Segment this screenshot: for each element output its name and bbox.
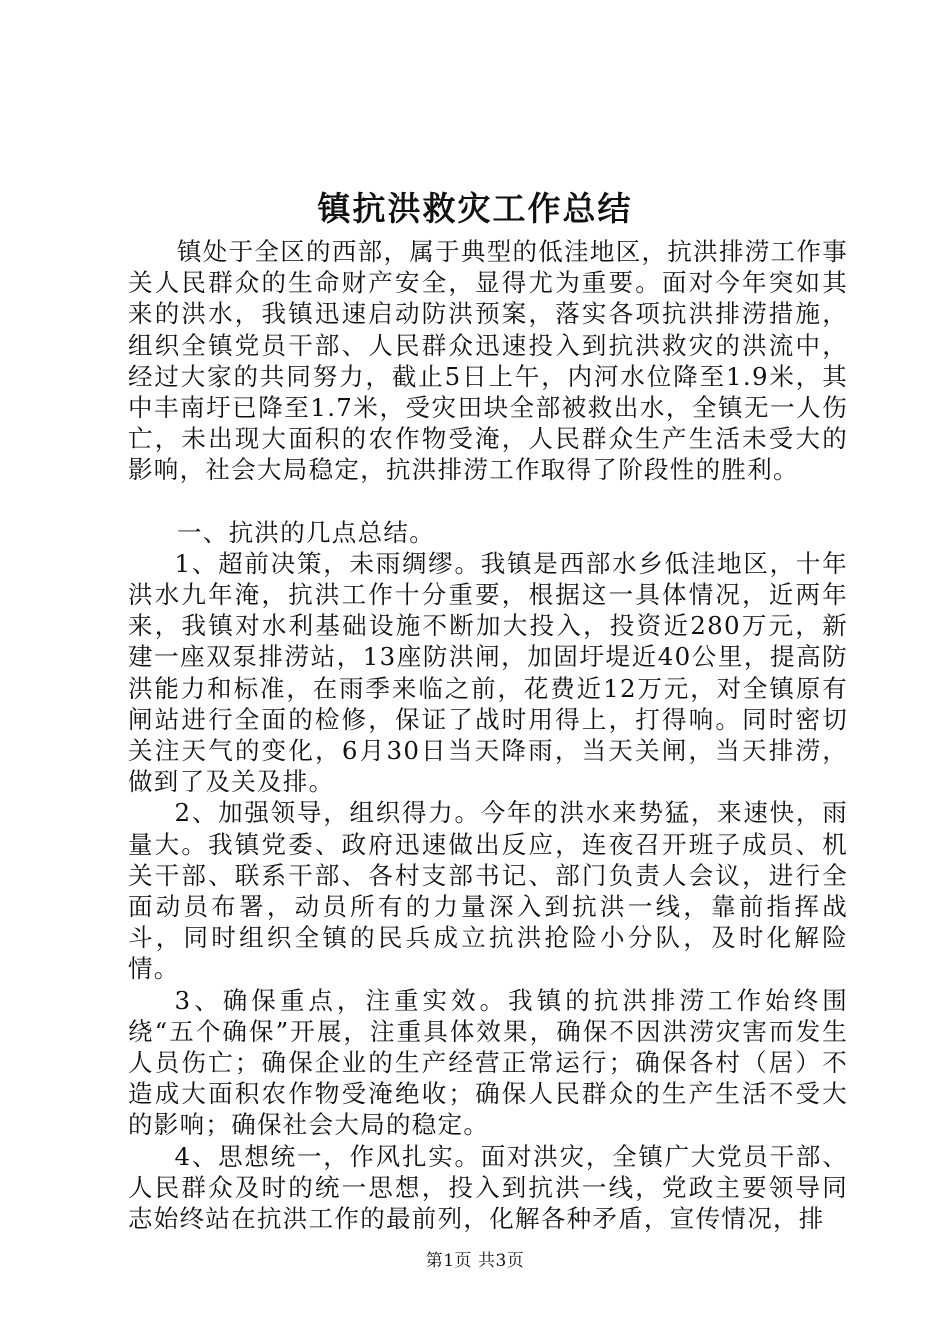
paragraph-point-1: 1、超前决策，未雨绸缪。我镇是西部水乡低洼地区，十年洪水九年淹，抗洪工作十分重要，根据这一具体情况，近两年来，我镇对水利基础设施不断加大投入，投资近280万元，新建一座双泵排涝站，13座防洪闸，加固圩堤近40公里，提高防洪能力和标准，在雨季来临之前，花费近12万元，对全镇原有闸站进行全面的检修，保证了战时用得上，打得响。同时密切关注天气的变化，6月30日当天降雨，当天关闸，当天排涝，做到了及关及排。 xyxy=(128,548,848,797)
paragraph-intro: 镇处于全区的西部，属于典型的低洼地区，抗洪排涝工作事关人民群众的生命财产安全，显得尤为重要。面对今年突如其来的洪水，我镇迅速启动防洪预案，落实各项抗洪排涝措施，组织全镇党员干部、人民群众迅速投入到抗洪救灾的洪流中，经过大家的共同努力，截止5日上午，内河水位降至1.9米，其中丰南圩已降至1.7米，受灾田块全部被救出水，全镇无一人伤亡，未出现大面积的农作物受淹，人民群众生产生活未受大的影响，社会大局稳定，抗洪排涝工作取得了阶段性的胜利。 xyxy=(128,237,848,485)
page-number-footer: 第1页 共3页 xyxy=(425,1251,525,1271)
paragraph-point-2: 2、加强领导，组织得力。今年的洪水来势猛，来速快，雨量大。我镇党委、政府迅速做出反应，连夜召开班子成员、机关干部、联系干部、各村支部书记、部门负责人会议，进行全面动员布署，动员所有的力量深入到抗洪一线，靠前指挥战斗，同时组织全镇的民兵成立抗洪抢险小分队，及时化解险情。 xyxy=(128,798,848,984)
paragraph-point-3: 3、确保重点，注重实效。我镇的抗洪排涝工作始终围绕“五个确保”开展，注重具体效果，确保不因洪涝灾害而发生人员伤亡；确保企业的生产经营正常运行；确保各村（居）不造成大面积农作物受淹绝收；确保人民群众的生产生活不受大的影响；确保社会大局的稳定。 xyxy=(128,985,848,1140)
section-heading: 一、抗洪的几点总结。 xyxy=(177,517,435,547)
document-body xyxy=(128,236,848,1234)
paragraph-point-4: 4、思想统一，作风扎实。面对洪灾，全镇广大党员干部、人民群众及时的统一思想，投入到抗洪一线，党政主要领导同志始终站在抗洪工作的最前列，化解各种矛盾，宣传情况，排 xyxy=(128,1141,848,1234)
document-title: 镇抗洪救灾工作总结 xyxy=(317,189,633,228)
